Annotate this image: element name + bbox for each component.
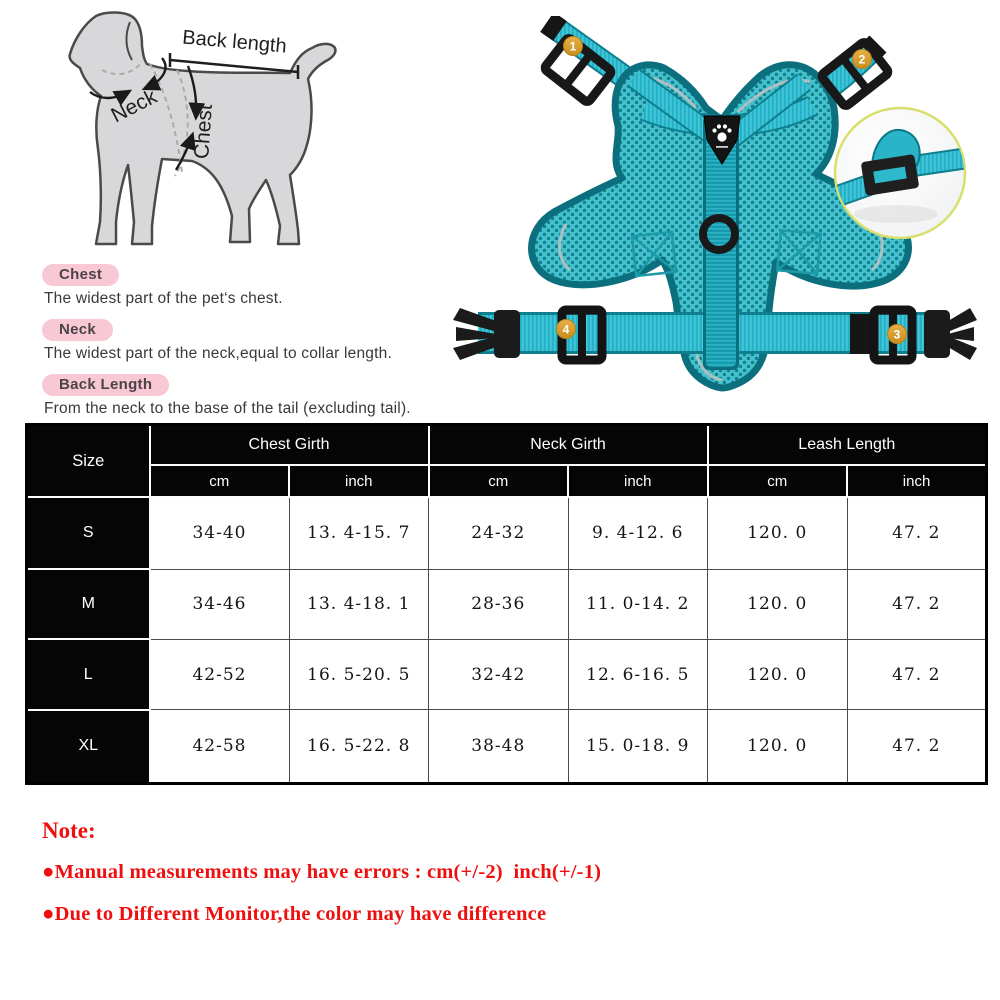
svg-text:3: 3 [893,327,901,342]
table-cell: 11. 0-14. 2 [568,569,708,639]
neck-girth-header: Neck Girth [429,425,708,466]
unit-header: inch [847,465,987,497]
size-cell: L [27,639,150,709]
note-line: ●Manual measurements may have errors : cm(+/-2) inch(+/-1) [42,861,602,883]
table-cell: 24-32 [429,497,569,569]
neck-label: Neck [107,85,161,128]
note-title: Note: [42,818,96,843]
svg-text:2: 2 [858,52,866,67]
table-cell: 9. 4-12. 6 [568,497,708,569]
table-cell: 34-40 [150,497,290,569]
note-line: ●Due to Different Monitor,the color may have difference [42,903,547,925]
legend-item [42,319,502,363]
leash-length-header: Leash Length [708,425,987,466]
chest-label: Chest [190,103,217,160]
chest-badge: Chest [42,264,119,286]
chest-description: The widest part of the pet‘s chest. [44,290,283,307]
detail-inset [835,108,968,238]
table-cell: 47. 2 [847,569,987,639]
table-cell: 38-48 [429,710,569,784]
table-cell: 32-42 [429,639,569,709]
table-cell: 28-36 [429,569,569,639]
strap-keeper [850,314,870,354]
size-cell: S [27,497,150,569]
table-cell: 47. 2 [847,710,987,784]
table-cell: 16. 5-20. 5 [289,639,429,709]
table-cell: 47. 2 [847,639,987,709]
table-row [27,497,987,569]
unit-header: cm [708,465,848,497]
table-row [27,710,987,784]
size-cell: M [27,569,150,639]
table-cell: 15. 0-18. 9 [568,710,708,784]
unit-header: cm [150,465,290,497]
table-cell: 120. 0 [708,639,848,709]
size-table-section [25,423,988,785]
measurement-legend [42,264,502,429]
table-cell: 120. 0 [708,497,848,569]
callout-2 [853,50,872,69]
unit-header: cm [429,465,569,497]
unit-header: inch [289,465,429,497]
table-cell: 13. 4-15. 7 [289,497,429,569]
callout-4 [557,320,576,339]
table-cell: 12. 6-16. 5 [568,639,708,709]
size-table [25,423,988,785]
table-cell: 42-52 [150,639,290,709]
size-header: Size [27,425,150,498]
note-section [42,818,942,945]
legend-item [42,374,502,418]
table-cell: 120. 0 [708,710,848,784]
table-cell: 120. 0 [708,569,848,639]
back-length-badge: Back Length [42,374,169,396]
table-cell: 42-58 [150,710,290,784]
size-cell: XL [27,710,150,784]
side-release-buckle-right [924,308,977,360]
table-cell: 34-46 [150,569,290,639]
table-cell: 47. 2 [847,497,987,569]
table-row [27,639,987,709]
table-cell: 16. 5-22. 8 [289,710,429,784]
neck-badge: Neck [42,319,113,341]
callout-1 [564,37,583,56]
table-row [27,569,987,639]
unit-header: inch [568,465,708,497]
neck-description: The widest part of the neck,equal to collar length. [44,345,392,362]
table-cell: 13. 4-18. 1 [289,569,429,639]
chest-girth-header: Chest Girth [150,425,429,466]
back-length-label: Back length [181,26,288,58]
svg-text:1: 1 [569,39,577,54]
back-length-description: From the neck to the base of the tail (excluding tail). [44,400,411,417]
dog-measurement-diagram [40,8,370,270]
legend-item [42,264,502,308]
callout-3 [888,325,907,344]
svg-text:4: 4 [562,322,570,337]
harness-product-photo [438,16,986,406]
